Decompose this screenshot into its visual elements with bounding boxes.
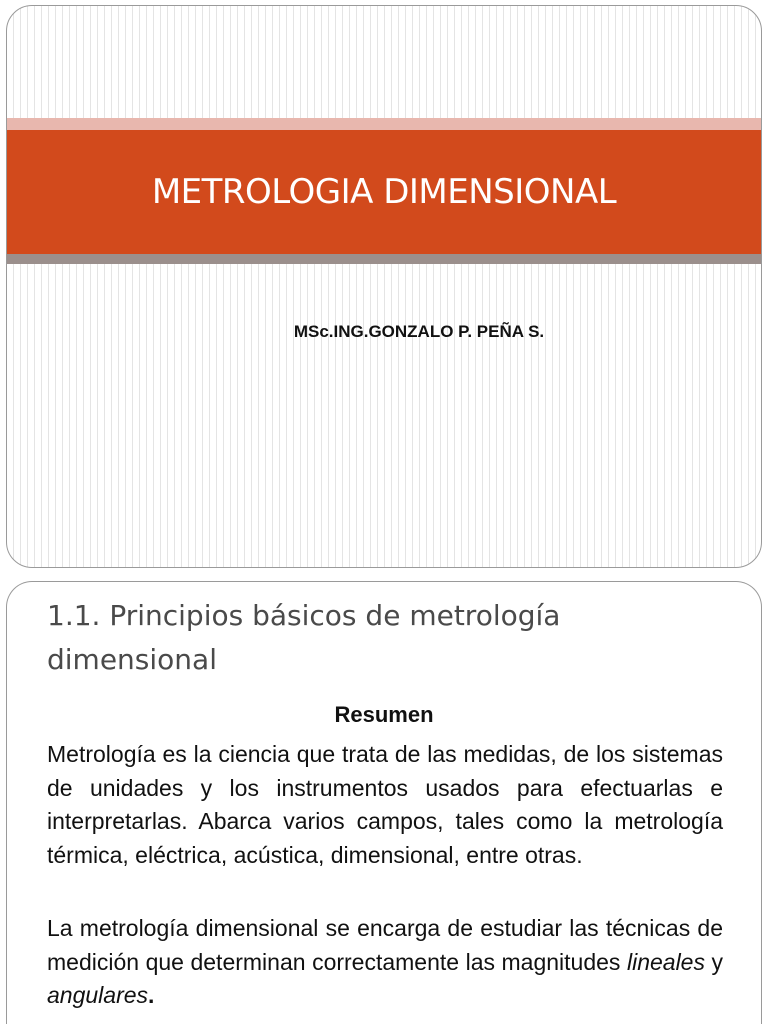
content-slide xyxy=(6,581,762,1024)
author-name: MSc.ING.GONZALO P. PEÑA S. xyxy=(293,322,545,341)
summary-heading: Resumen xyxy=(334,702,434,727)
paragraph-2-end-mark: . xyxy=(148,982,155,1008)
title-slide xyxy=(6,5,762,568)
summary-paragraph-1: Metrología es la ciencia que trata de las medidas, de los sistemas de unidades y los instrumentos usados para efectuarlas e interpretarlas. Abarca varios campos, tales como la metrología térmica, eléctrica, acústica, dimensional, entre otras. xyxy=(47,741,723,868)
title-band-bottom-stripe xyxy=(7,254,761,264)
paragraph-2-text: La metrología dimensional se encarga de estudiar las técnicas de medición que determinan correctamente las magnitudes xyxy=(47,915,723,975)
emphasis-lineales: lineales xyxy=(626,948,705,975)
paragraph-2-connector: y xyxy=(704,948,723,975)
section-heading: 1.1. Principios básicos de metrología dimensional xyxy=(47,599,561,676)
summary-paragraph-2 xyxy=(47,912,723,1013)
title-band-top-stripe xyxy=(7,118,761,130)
title-band xyxy=(7,130,761,254)
emphasis-angulares: angulares xyxy=(47,982,149,1008)
slide-title: METROLOGIA DIMENSIONAL xyxy=(151,172,617,212)
